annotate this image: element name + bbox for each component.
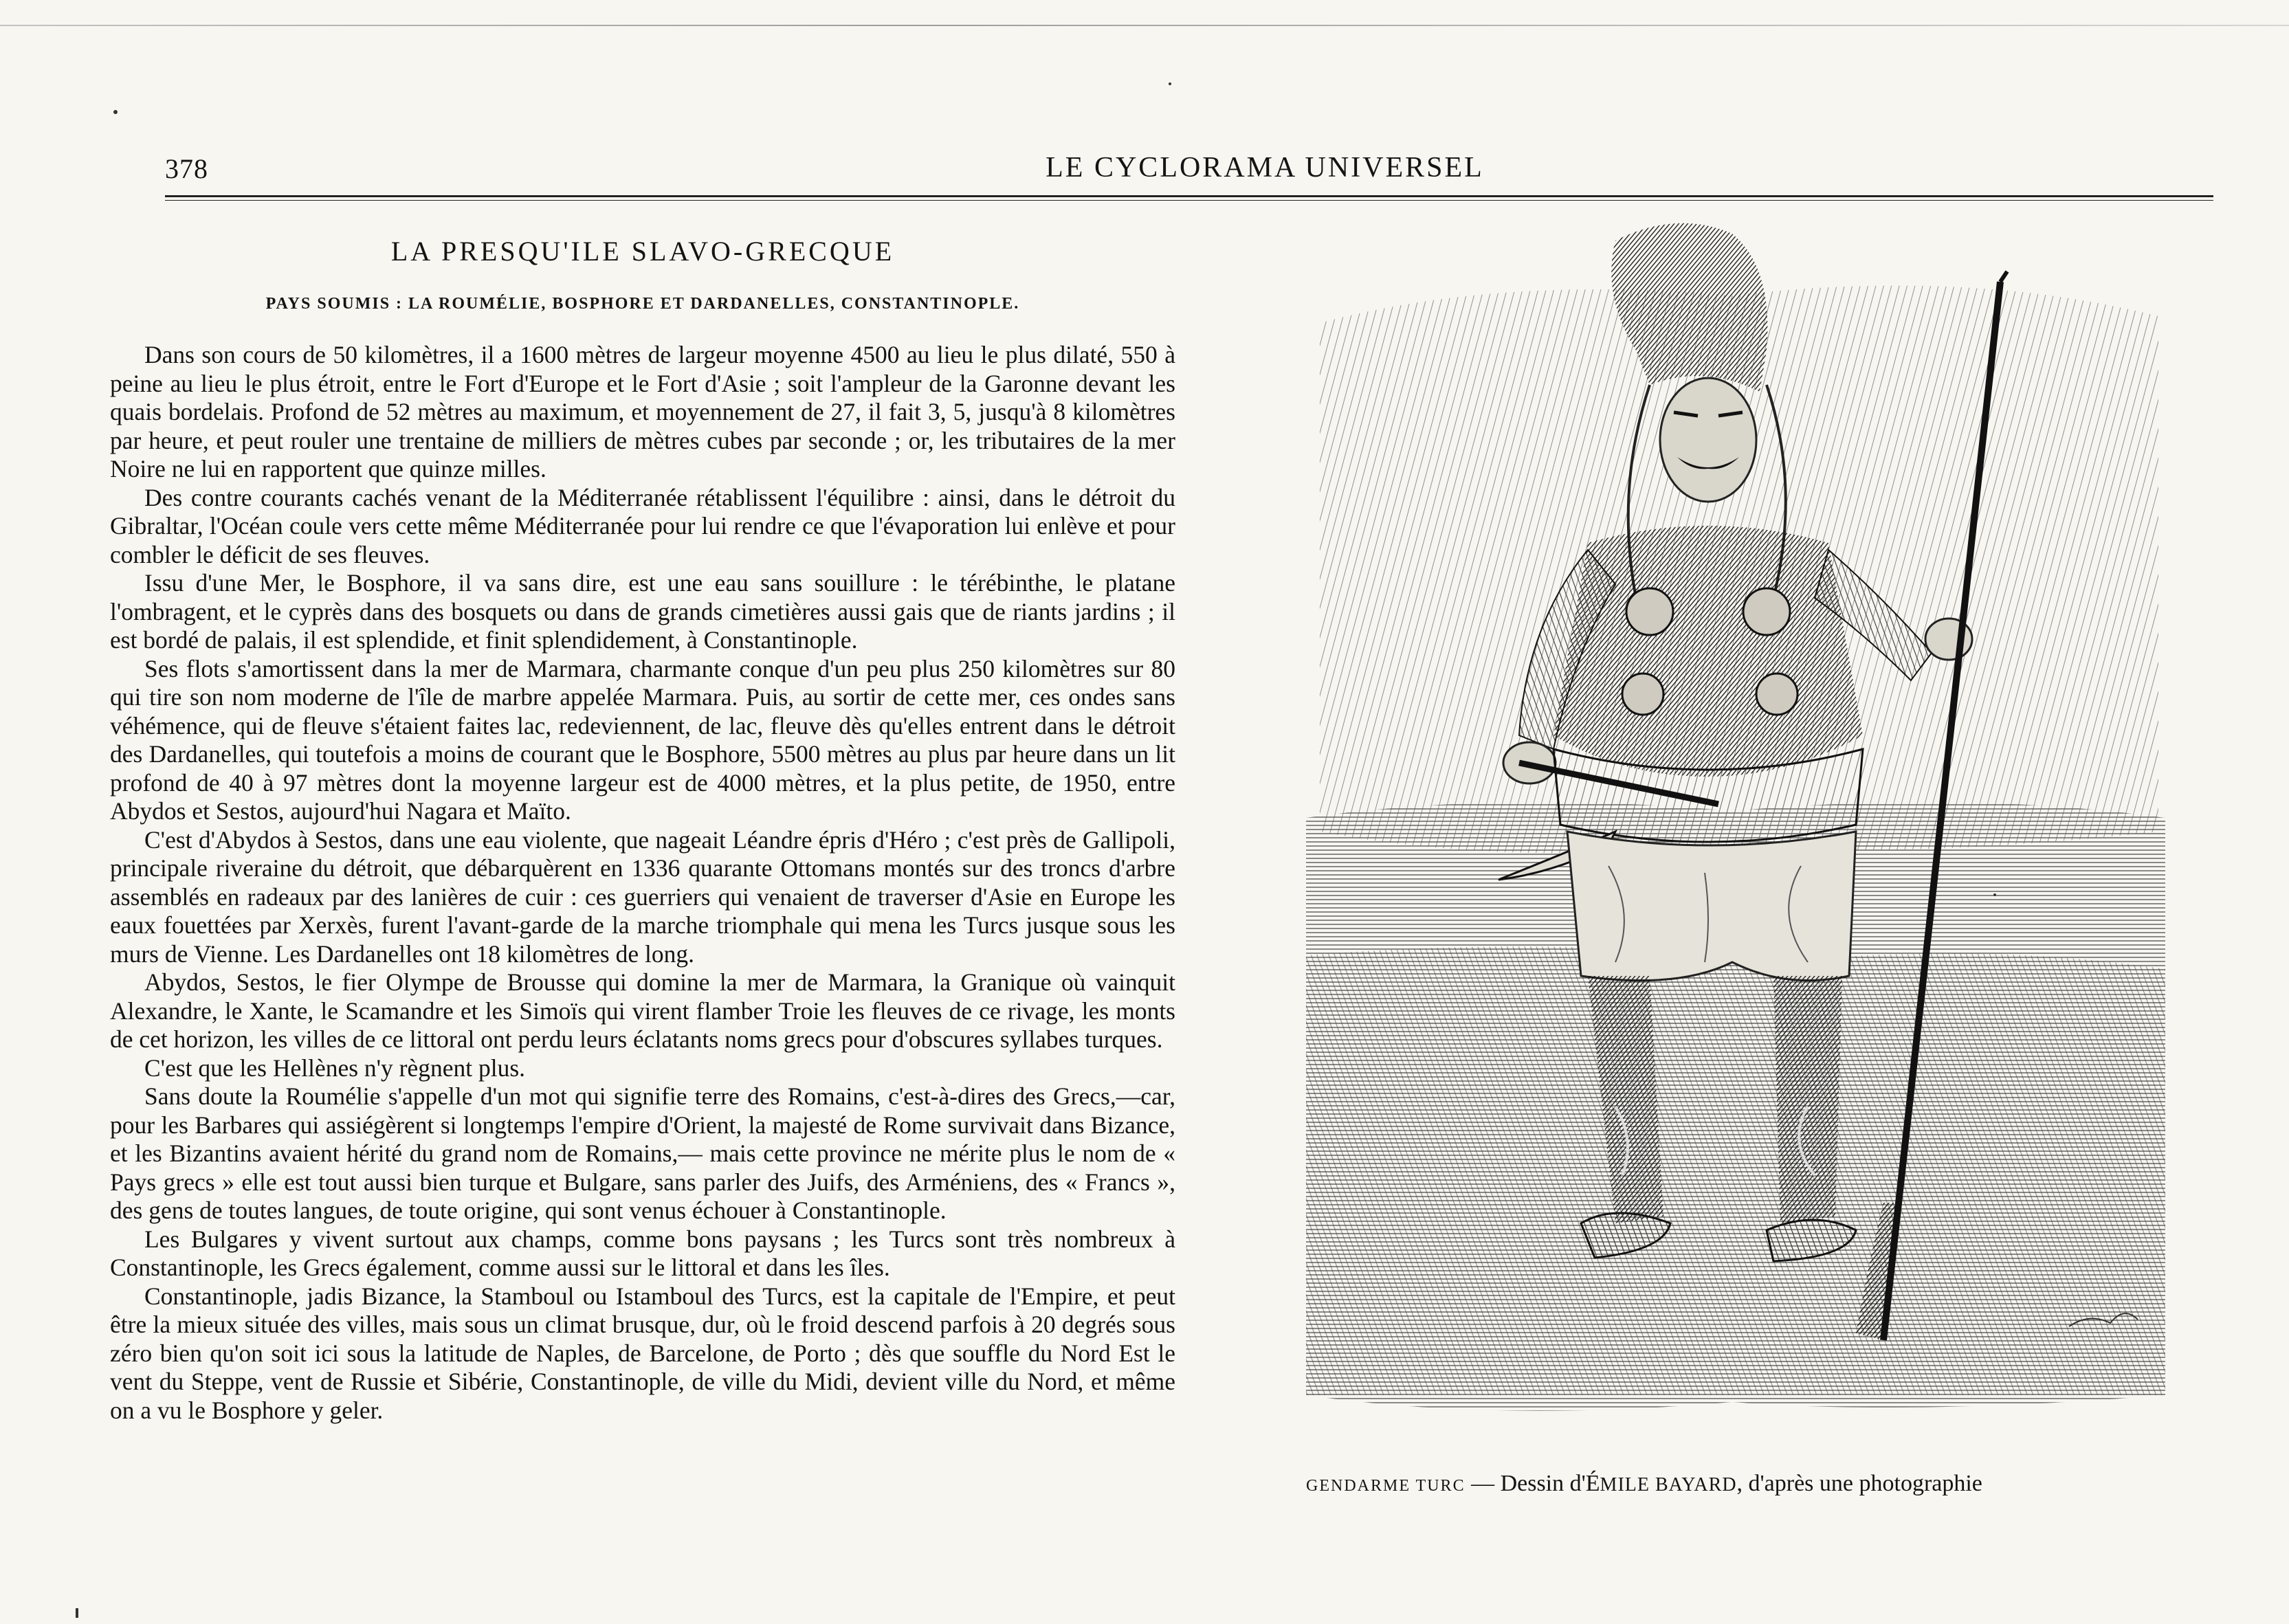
article-column (110, 227, 1175, 1533)
article-title: LA PRESQU'ILE SLAVO-GRECQUE (390, 236, 895, 267)
article-subtitle: PAYS SOUMIS : LA ROUMÉLIE, BOSPHORE ET DARDANELLES, CONSTANTINOPLE. (265, 295, 1020, 313)
header-rule (165, 195, 2213, 201)
caption-text: — Dessin d' (1471, 1471, 1586, 1496)
caption-artist: MILE BAYARD (1600, 1474, 1737, 1495)
gendarme-engraving (1292, 213, 2179, 1436)
page-header (165, 146, 2213, 187)
scan-edge-line (0, 25, 2289, 26)
page-number: 378 (165, 153, 208, 184)
paragraph: Issu d'une Mer, le Bosphore, il va sans dire, est une eau sans souillure : le térébinthe, le platane l'ombragent, et le cyprès dans des bosquets ou dans de grands cimetières aussi gais que de riants jardins ; il est bordé de palais, il est splendide, et finit splendidement, à Constantinople. (110, 569, 1175, 654)
caption-suffix: , d'après une photographie (1736, 1471, 1982, 1496)
paragraph: Ses flots s'amortissent dans la mer de Marmara, charmante conque d'un peu plus 250 kilomètres sur 80 qui tire son nom moderne de l'île de marbre appelée Marmara. Puis, au sortir de cette mer, ces ondes sans véhémence, qui de fleuve s'étaient faites lac, redeviennent, de lac, fleuve dès qu'elles entrent dans le détroit des Dardanelles, qui toutefois a moins de courant que le Bosphore, 5500 mètres au plus par heure dans un lit profond de 40 à 97 mètres dont la moyenne largeur est de 4000 mètres, et la plus petite, de 1950, entre Abydos et Sestos, aujourd'hui Nagara et Maïto. (110, 654, 1175, 825)
caption-artist-initial: É (1585, 1471, 1600, 1496)
paragraph: Des contre courants cachés venant de la Méditerranée rétablissent l'équilibre : ainsi, dans le détroit du Gibraltar, l'Océan coule vers cette même Méditerranée pour lui rendre ce que l'évaporation lui enlève et pour combler le déficit de ses fleuves. (110, 483, 1175, 568)
paragraph: Abydos, Sestos, le fier Olympe de Brousse qui domine la mer de Marmara, la Granique où vainquit Alexandre, le Xante, le Scamandre et les Simoïs qui virent flamber Troie les fleuves de ce rivage, les monts de cet horizon, les villes de ce littoral ont perdu leurs éclatants noms grecs pour d'obscures syllabes turques. (110, 968, 1175, 1053)
paragraph: Dans son cours de 50 kilomètres, il a 1600 mètres de largeur moyenne 4500 au lieu le plus dilaté, 550 à peine au lieu le plus étroit, entre le Fort d'Europe et le Fort d'Asie ; soit l'ampleur de la Garonne devant les quais bordelais. Profond de 52 mètres au maximum, et moyennement de 27, il fait 3, 5, jusqu'à 8 kilomètres par heure, et peut rouler une trentaine de milliers de mètres cubes par seconde ; or, les tributaires de la mer Noire ne lui en rapportent que quinze milles. (110, 341, 1175, 482)
running-title: LE CYCLORAMA UNIVERSEL (1046, 152, 1484, 183)
paragraph: Sans doute la Roumélie s'appelle d'un mot qui signifie terre des Romains, c'est-à-dires des Grecs,—car, pour les Barbares qui assiégèrent si longtemps l'empire d'Orient, la majesté de Rome survivait dans Bizance, et les Bizantins avaient hérité du grand nom de Romains,— mais cette province ne mérite plus le nom de « Pays grecs » elle est tout aussi bien turque et Bulgare, sans parler des Juifs, des Arméniens, des « Francs », des gens de toutes langues, de toute origine, qui sont venus échouer à Constantinople. (110, 1082, 1175, 1224)
paragraph: C'est que les Hellènes n'y règnent plus. (144, 1054, 526, 1082)
paragraph: Les Bulgares y vivent surtout aux champs, comme bons paysans ; les Turcs sont très nombreux à Constantinople, les Grecs également, comme aussi sur le littoral et dans les îles. (110, 1225, 1175, 1281)
article-body (110, 341, 1175, 1425)
paragraph: Constantinople, jadis Bizance, la Stamboul ou Istamboul des Turcs, est la capitale de l'Empire, et peut être la mieux située des villes, mais sous un climat brusque, dur, où le froid descend parfois à 20 degrés sous zéro bien qu'on soit ici sous la latitude de Naples, de Barcelone, de Porto ; dès que souffle du Nord Est le vent du Steppe, vent de Russie et Sibérie, Constantinople, de ville du Midi, devient ville du Nord, et même on a vu le Bosphore y geler. (110, 1282, 1175, 1424)
caption-label: GENDARME TURC (1306, 1477, 1466, 1495)
figure-caption (1306, 1471, 2200, 1497)
engraving-illustration (1292, 213, 2179, 1436)
paragraph: C'est d'Abydos à Sestos, dans une eau violente, que nageait Léandre épris d'Héro ; c'est près de Gallipoli, principale riveraine du détroit, que débarquèrent en 1336 quarante Ottomans montés sur des troncs d'arbre assemblés en radeaux par des lanières de cuir : ces guerriers qui venaient de traverser d'Asie en Europe les eaux fouettées par Xerxès, furent l'avant-garde de la marche triomphale qui mena les Turcs jusque sous les murs de Vienne. Les Dardanelles ont 18 kilomètres de long. (110, 825, 1175, 968)
